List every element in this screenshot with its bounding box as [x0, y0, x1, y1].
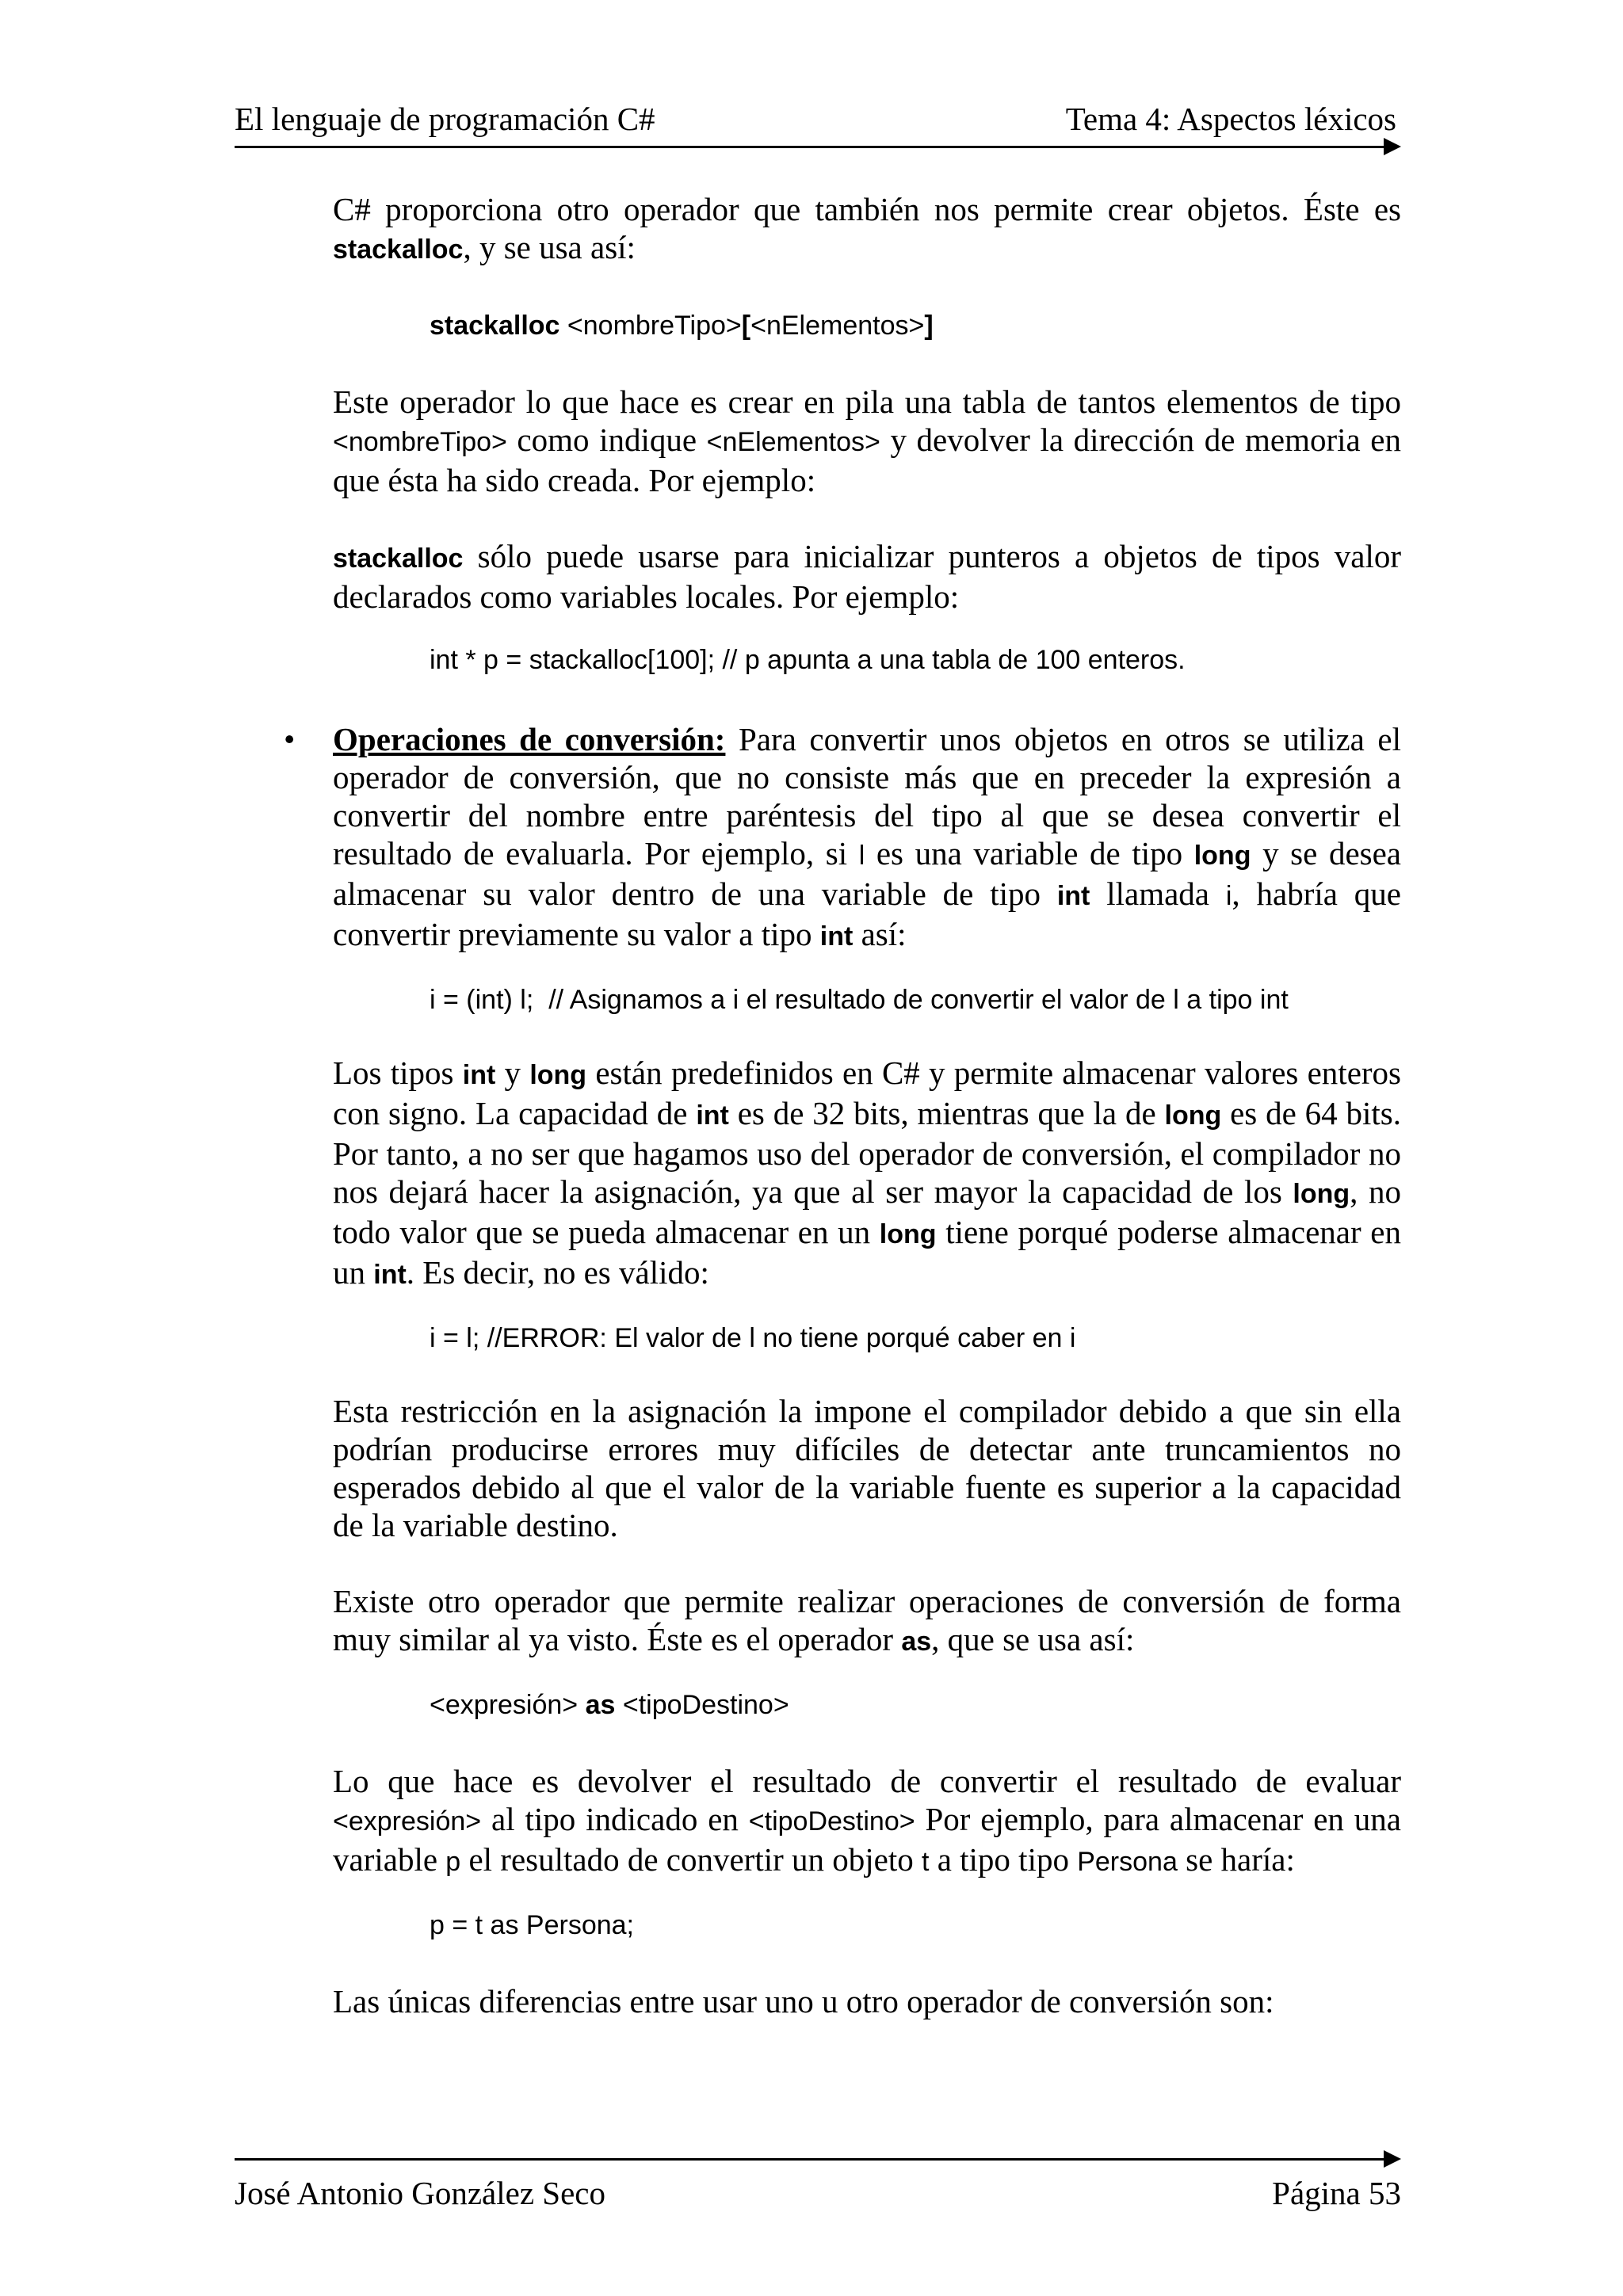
paragraph-stackalloc-usage: [333, 537, 1401, 616]
page-header: [235, 93, 1401, 141]
keyword: stackalloc: [430, 311, 560, 341]
text: Por ejemplo, para almacenar en una variable: [333, 1801, 1401, 1878]
code-term: <nombreTipo>: [333, 427, 507, 457]
paragraph-stackalloc-description: [333, 383, 1401, 499]
code-term: p: [445, 1847, 461, 1877]
text: el resultado de convertir un objeto: [460, 1841, 922, 1878]
code-cast-example: i = (int) l; // Asignamos a i el resultado de convertir el valor de l a tipo int: [430, 985, 1289, 1015]
keyword: as: [585, 1690, 616, 1720]
text: a tipo tipo: [929, 1841, 1078, 1878]
code-stackalloc-syntax: [430, 307, 1401, 345]
code-invalid-assignment: i = l; //ERROR: El valor de l no tiene porqué caber en i: [430, 1323, 1076, 1353]
text: , no todo valor que se pueda almacenar en un: [333, 1173, 1402, 1250]
text: , habría que convertir previamente su valor a tipo: [333, 875, 1401, 952]
header-chapter-title: Tema 4: Aspectos léxicos: [1065, 101, 1396, 137]
paragraph-stackalloc-intro: [333, 190, 1401, 269]
paragraph-int-long-types: [333, 1054, 1401, 1294]
text: al tipo indicado en: [481, 1801, 749, 1837]
code-text: <nombreTipo>: [559, 311, 742, 341]
text: es de 64 bits. Por tanto, a no ser que hagamos uso del operador de conversión, el compilador no nos dejará hacer la asignación, ya que al ser mayor la capacidad de los: [333, 1095, 1401, 1210]
footer-page-number: Página 53: [1272, 2175, 1401, 2211]
keyword: stackalloc: [333, 235, 464, 265]
keyword: long: [1164, 1100, 1222, 1131]
section-heading: Operaciones de conversión:: [333, 721, 726, 757]
text: sólo puede usarse para inicializar punteros a objetos de tipos valor declarados como variables locales. Por ejemplo:: [333, 538, 1401, 615]
text: como indique: [506, 421, 707, 458]
page-footer: [235, 2171, 1401, 2218]
footer-author: José Antonio González Seco: [235, 2175, 605, 2211]
keyword: as: [901, 1627, 932, 1657]
text: tiene porqué poderse almacenar en un: [333, 1214, 1401, 1291]
code-term: Persona: [1077, 1847, 1178, 1877]
text: C# proporciona otro operador que también nos permite crear objetos. Éste es: [333, 191, 1401, 227]
paragraph-as-operator-intro: [333, 1582, 1401, 1661]
header-arrow-rule: [235, 146, 1385, 148]
header-book-title: El lenguaje de programación C#: [235, 101, 655, 137]
code-text: <nElementos>: [750, 311, 925, 341]
text: llamada: [1090, 875, 1226, 912]
code-term: <nElementos>: [706, 427, 880, 457]
page-body: [284, 190, 1402, 2058]
code-bracket: [: [741, 311, 751, 341]
code-bracket: ]: [924, 311, 934, 341]
keyword: long: [529, 1060, 587, 1090]
keyword: stackalloc: [333, 543, 464, 574]
paragraph-differences-intro: Las únicas diferencias entre usar uno u otro operador de conversión son:: [333, 1983, 1274, 2019]
code-term: <expresión>: [333, 1806, 482, 1836]
code-stackalloc-example: int * p = stackalloc[100]; // p apunta a una tabla de 100 enteros.: [430, 645, 1186, 675]
text: Los tipos: [333, 1055, 463, 1091]
text: , que se usa así:: [931, 1621, 1135, 1657]
code-term: <tipoDestino>: [748, 1806, 915, 1836]
text: Para convertir unos objetos en otros se utiliza el operador de conversión, que no consiste más que en preceder la expresión a convertir del nombre entre paréntesis del tipo al que se desea convertir el resultado de evaluarla. Por ejemplo, si: [333, 721, 1401, 871]
text: Lo que hace es devolver el resultado de convertir el resultado de evaluar: [333, 1763, 1401, 1799]
code-as-syntax: [430, 1686, 1401, 1724]
text: se haría:: [1177, 1841, 1295, 1878]
code-term: t: [922, 1847, 930, 1877]
bullet-item-conversion: [284, 720, 1401, 955]
keyword: int: [696, 1100, 729, 1131]
text: es una variable de tipo: [865, 835, 1194, 871]
keyword: long: [879, 1219, 937, 1249]
code-text: <expresión>: [430, 1690, 586, 1720]
code-text: <tipoDestino>: [615, 1690, 789, 1720]
text: es de 32 bits, mientras que la de: [728, 1095, 1165, 1131]
text: así:: [853, 916, 907, 952]
text: , y se usa así:: [463, 229, 636, 265]
text: están predefinidos en C# y permite almacenar valores enteros con signo. La capacidad de: [333, 1055, 1402, 1131]
text: y se desea almacenar su valor dentro de una variable de tipo: [333, 835, 1401, 912]
footer-arrow-rule: [235, 2158, 1385, 2161]
keyword: int: [373, 1260, 407, 1290]
code-term: i: [1225, 881, 1232, 911]
code-term: l: [858, 841, 865, 871]
text: y: [495, 1055, 530, 1091]
text: . Es decir, no es válido:: [406, 1254, 709, 1291]
paragraph-conversion-operations: [333, 720, 1401, 955]
bullet-icon: •: [284, 721, 296, 757]
text: y devolver la dirección de memoria en que ésta ha sido creada. Por ejemplo:: [333, 421, 1401, 498]
keyword: int: [819, 921, 854, 952]
keyword: int: [1056, 881, 1090, 911]
keyword: long: [1193, 841, 1251, 871]
text: Existe otro operador que permite realizar operaciones de conversión de forma muy similar al ya visto. Éste es el operador: [333, 1583, 1401, 1657]
paragraph-restriction-explanation: Esta restricción en la asignación la impone el compilador debido a que sin ella podrían producirse errores muy difíciles de detectar ante truncamientos no esperados debido al que el valor de la variable fuente es superior a la capacidad de la variable destino.: [333, 1393, 1401, 1543]
text: Este operador lo que hace es crear en pila una tabla de tantos elementos de tipo: [333, 383, 1401, 420]
code-as-example: p = t as Persona;: [430, 1910, 634, 1940]
keyword: int: [462, 1060, 496, 1090]
keyword: long: [1293, 1179, 1350, 1209]
paragraph-as-operator-description: [333, 1762, 1401, 1881]
